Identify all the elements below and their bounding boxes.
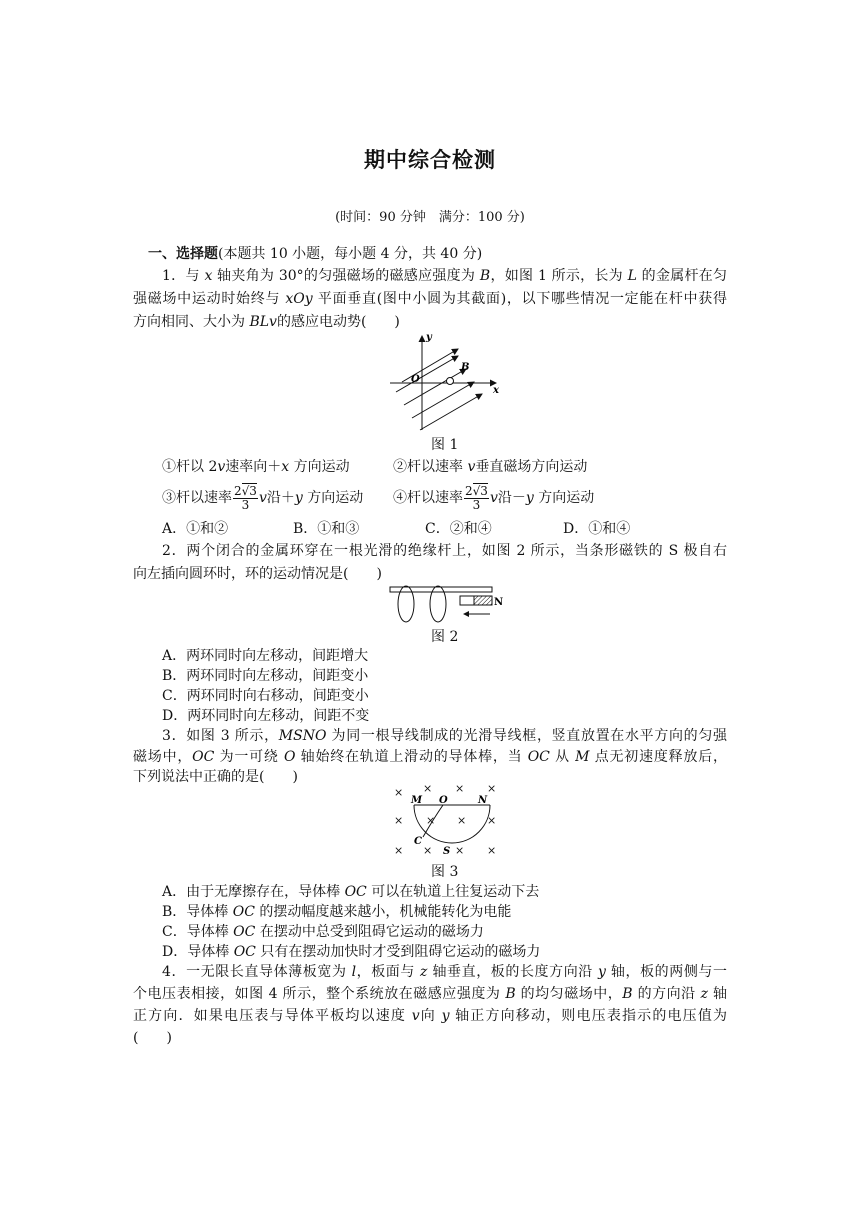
point-m-label: M [411,795,423,806]
q1-statement-1: ①杆以 2v速率向＋x 方向运动 [162,459,350,475]
figure-2-caption: 图 2 [431,629,459,645]
q1-option-b: B．①和③ [293,521,360,537]
exam-info: (时间：90 分钟 满分：100 分) [335,210,525,225]
q1-statement-2: ②杆以速率 v垂直磁场方向运动 [393,459,588,475]
q4-line1: 4．一无限长直导体薄板宽为 l，板面与 z 轴垂直，板的长度方向沿 y 轴，板的两侧与一 [162,964,727,980]
rod-cross-section [447,378,454,385]
q3-line1: 3．如图 3 所示，MSNO 为同一根导线制成的光滑导线框，竖直放置在水平方向的匀强 [162,728,727,744]
fraction-2sqrt3-over-3: $\frac{2√3}{3}$ [234,483,257,512]
q2-line1: 2．两个闭合的金属环穿在一根光滑的绝缘杆上，如图 2 所示，当条形磁铁的 S 极自右 [162,543,727,559]
point-s-label: S [443,846,451,857]
q1-option-c: C．②和④ [425,521,492,537]
q3-option-b: B．导体棒 OC 的摆动幅度越来越小，机械能转化为电能 [162,904,512,920]
y-axis-label: y [426,332,432,343]
svg-text:×: × [487,844,497,857]
q3-line3: 下列说法中正确的是( ) [133,769,298,785]
q3-option-a: A．由于无摩擦存在，导体棒 OC 可以在轨道上往复运动下去 [162,884,540,900]
q4-line4: ( ) [133,1030,172,1046]
svg-text:×: × [423,844,433,857]
q4-line2: 个电压表相接，如图 4 所示，整个系统放在磁感应强度为 B 的均匀磁场中，B 的方向沿 z 轴 [133,986,728,1002]
q1-statement-3: ③杆以速率 $\frac{2√3}{3}$ v沿＋y 方向运动 [162,483,364,512]
fraction-2sqrt3-over-3: $\frac{2√3}{3}$ [465,483,488,512]
q3-line2: 磁场中，OC 为一可绕 O 轴始终在轨道上滑动的导体棒，当 OC 从 M 点无初速度释放后， [133,749,728,765]
svg-text:×: × [394,814,404,827]
figure-1-caption: 图 1 [431,437,459,453]
q2-line2: 向左插向圆环时，环的运动情况是( ) [133,566,382,582]
section-heading: 一、选择题(本题共 10 小题，每小题 4 分，共 40 分) [148,246,483,262]
field-label: B [461,362,470,373]
point-o-label: O [439,795,448,806]
figure-2-diagram [388,584,504,626]
origin-label: O [411,374,420,385]
q2-option-d: D．两环同时向左移动，间距不变 [162,708,370,724]
point-c-label: C [414,836,422,847]
svg-text:×: × [455,844,465,857]
q1-option-d: D．①和④ [563,521,631,537]
q4-line3: 正方向．如果电压表与导体平板均以速度 v向 y 轴正方向移动，则电压表指示的电压值为 [133,1008,728,1024]
q2-option-c: C．两环同时向右移动，间距变小 [162,688,369,704]
figure-3-caption: 图 3 [431,864,459,880]
svg-text:×: × [487,784,497,795]
svg-text:×: × [455,784,465,795]
svg-text:×: × [426,814,436,827]
svg-text:×: × [394,844,404,857]
svg-text:×: × [487,814,497,827]
q1-option-a: A．①和② [162,521,229,537]
q1-line2: 强磁场中运动时始终与 xOy 平面垂直(图中小圆为其截面)，以下哪些情况一定能在杆中获得 [133,291,727,307]
svg-text:×: × [394,786,404,799]
q3-option-c: C．导体棒 OC 在摆动中总受到阻碍它运动的磁场力 [162,924,484,940]
point-n-label: N [478,795,488,806]
figure-1-diagram [388,330,504,434]
svg-text:×: × [457,814,467,827]
svg-text:×: × [423,784,433,795]
q1-statement-4: ④杆以速率 $\frac{2√3}{3}$ v沿－y 方向运动 [393,483,595,512]
q1-line3: 方向相同、大小为 BLv的感应电动势( ) [133,314,400,330]
bar-magnet [460,596,492,605]
page-title: 期中综合检测 [364,147,496,172]
q2-option-b: B．两环同时向左移动，间距变小 [162,668,369,684]
figure-3-diagram [390,784,502,860]
x-axis-label: x [493,385,499,396]
north-pole-label: N [494,597,504,608]
q2-option-a: A．两环同时向左移动，间距增大 [162,648,369,664]
q1-line1: 1．与 x 轴夹角为 30°的匀强磁场的磁感应强度为 B，如图 1 所示，长为 L 的金属杆在匀 [162,268,728,284]
q3-option-d: D．导体棒 OC 只有在摆动加快时才受到阻碍它运动的磁场力 [162,944,541,960]
